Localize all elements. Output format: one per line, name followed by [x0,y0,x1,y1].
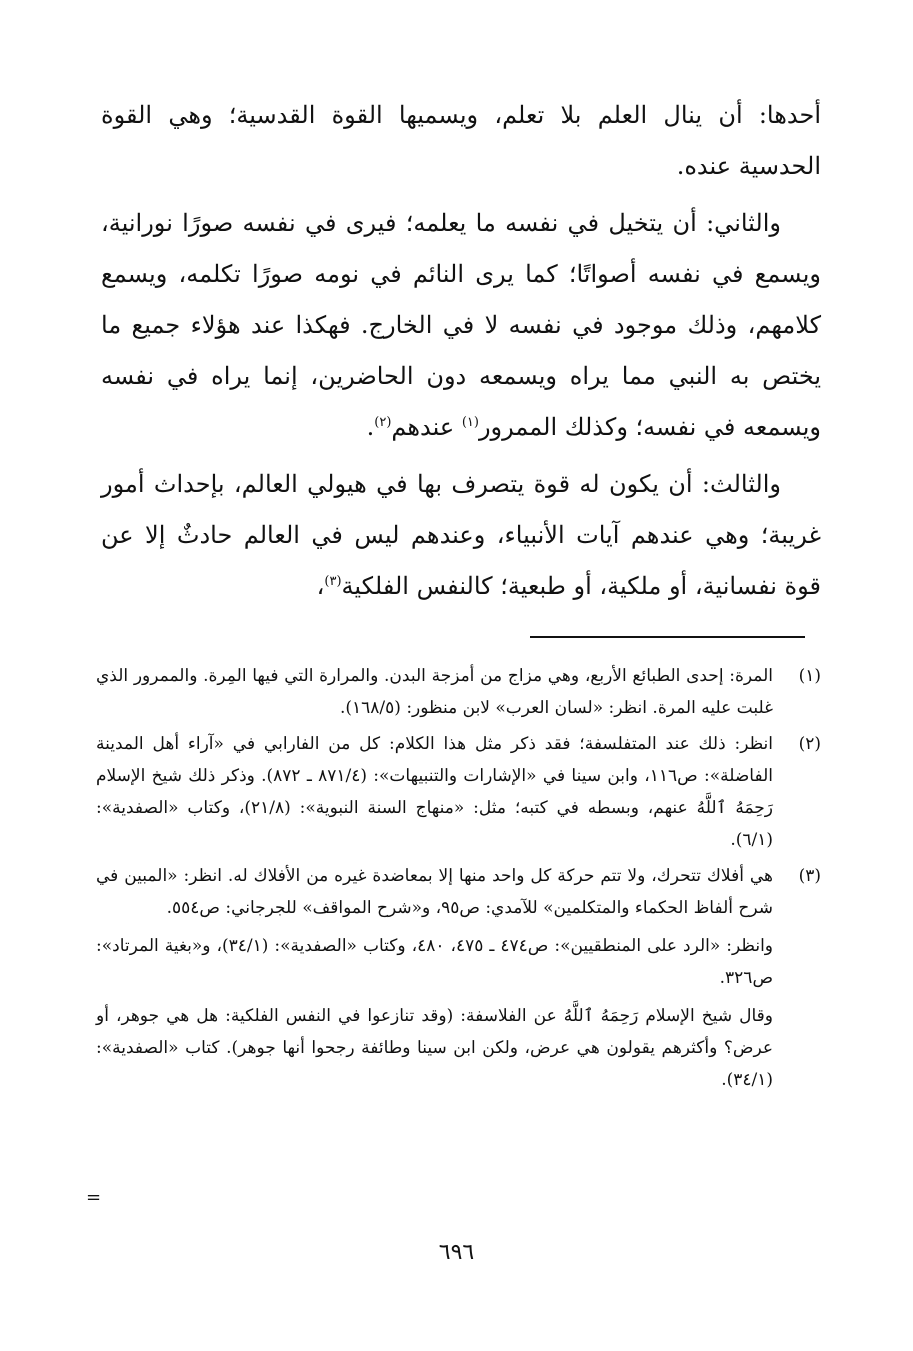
footnote-text: هي أفلاك تتحرك، ولا تتم حركة كل واحد منها إلا بمعاضدة غيره من الأفلاك له. انظر: «المبين في شرح ألفاظ الحكماء والمتكلمين» للآمدي: ص٩٥، و«شرح المواقف» للجرجاني: ص٥٥٤. [96,866,773,918]
footnote-text: وقال شيخ الإسلام رَحِمَهُ ٱللَّهُ عن الفلاسفة: (وقد تنازعوا في النفس الفلكية: هل هي جوهر، أو عرض؟ وأكثرهم يقولون هي عرض، ولكن ابن سينا وطائفة رجحوا أنها جوهر). كتاب «الصفدية»: (٣٤/١). [96,1006,773,1090]
continuation-mark: = [86,1187,102,1208]
footnote-3 [96,860,821,1096]
footnote-text: المرة: إحدى الطبائع الأربع، وهي مزاج من أمزجة البدن. والمرارة التي فيها المِرة. والممرور الذي غلبت عليه المرة. انظر: «لسان العرب» لابن منظور: (١٦٨/٥). [96,666,773,718]
footnote-text: وانظر: «الرد على المنطقيين»: ص٤٧٤ ـ ٤٧٥، ٤٨٠، وكتاب «الصفدية»: (٣٤/١)، و«بغية المرتاد»: ص٣٢٦. [96,936,773,988]
main-text [101,90,821,618]
paragraph-2-end: . [366,413,375,441]
footnote-number: (١) [798,666,821,686]
page-number: ٦٩٦ [438,1240,475,1265]
footnote-ref-2[interactable]: (٢) [374,415,392,430]
paragraph-3-text: والثالث: أن يكون له قوة يتصرف بها في هيولي العالم، بإحداث أمور غريبة؛ وهي عندهم آيات الأنبياء، وعندهم ليس في العالم حادثٌ إلا عن قوة نفسانية، أو ملكية، أو طبعية؛ كالنفس الفلكية [101,470,821,600]
footnote-ref-1[interactable]: (١) [461,415,479,430]
paragraph-3 [101,459,821,612]
paragraph-2 [101,198,821,453]
paragraph-2-text-b: عندهم [391,413,462,441]
paragraph-3-end: ، [316,572,325,600]
footnotes [96,660,821,1100]
footnote-1 [96,660,821,724]
footnote-number: (٣) [798,866,821,886]
paragraph-2-text-a: والثاني: أن يتخيل في نفسه ما يعلمه؛ فيرى في نفسه صورًا نورانية، ويسمع في نفسه أصواتًا؛ كما يرى النائم في نومه صورًا تكلمه، ويسمع كلامهم، وذلك موجود في نفسه لا في الخارج. فهكذا عند هؤلاء جميع ما يختص به النبي مما يراه ويسمعه دون الحاضرين، إنما يراه في نفسه ويسمعه في نفسه؛ وكذلك الممرور [101,209,822,441]
footnote-separator [530,636,805,638]
paragraph-1: أحدها: أن ينال العلم بلا تعلم، ويسميها القوة القدسية؛ وهي القوة الحدسية عنده. [101,101,821,180]
footnote-2 [96,728,821,856]
footnote-text: انظر: ذلك عند المتفلسفة؛ فقد ذكر مثل هذا الكلام: كل من الفارابي في «آراء أهل المدينة الفاضلة»: ص١١٦، وابن سينا في «الإشارات والتنبيهات»: (٨٧١/٤ ـ ٨٧٢). وذكر ذلك شيخ الإسلام رَحِمَهُ ٱللَّهُ عنهم، وبسطه في كتبه؛ مثل: «منهاج السنة النبوية»: (٢١/٨)، وكتاب «الصفدية»: (٦/١). [96,734,773,850]
footnote-number: (٢) [798,734,821,754]
footnote-ref-3[interactable]: (٣) [324,574,342,589]
